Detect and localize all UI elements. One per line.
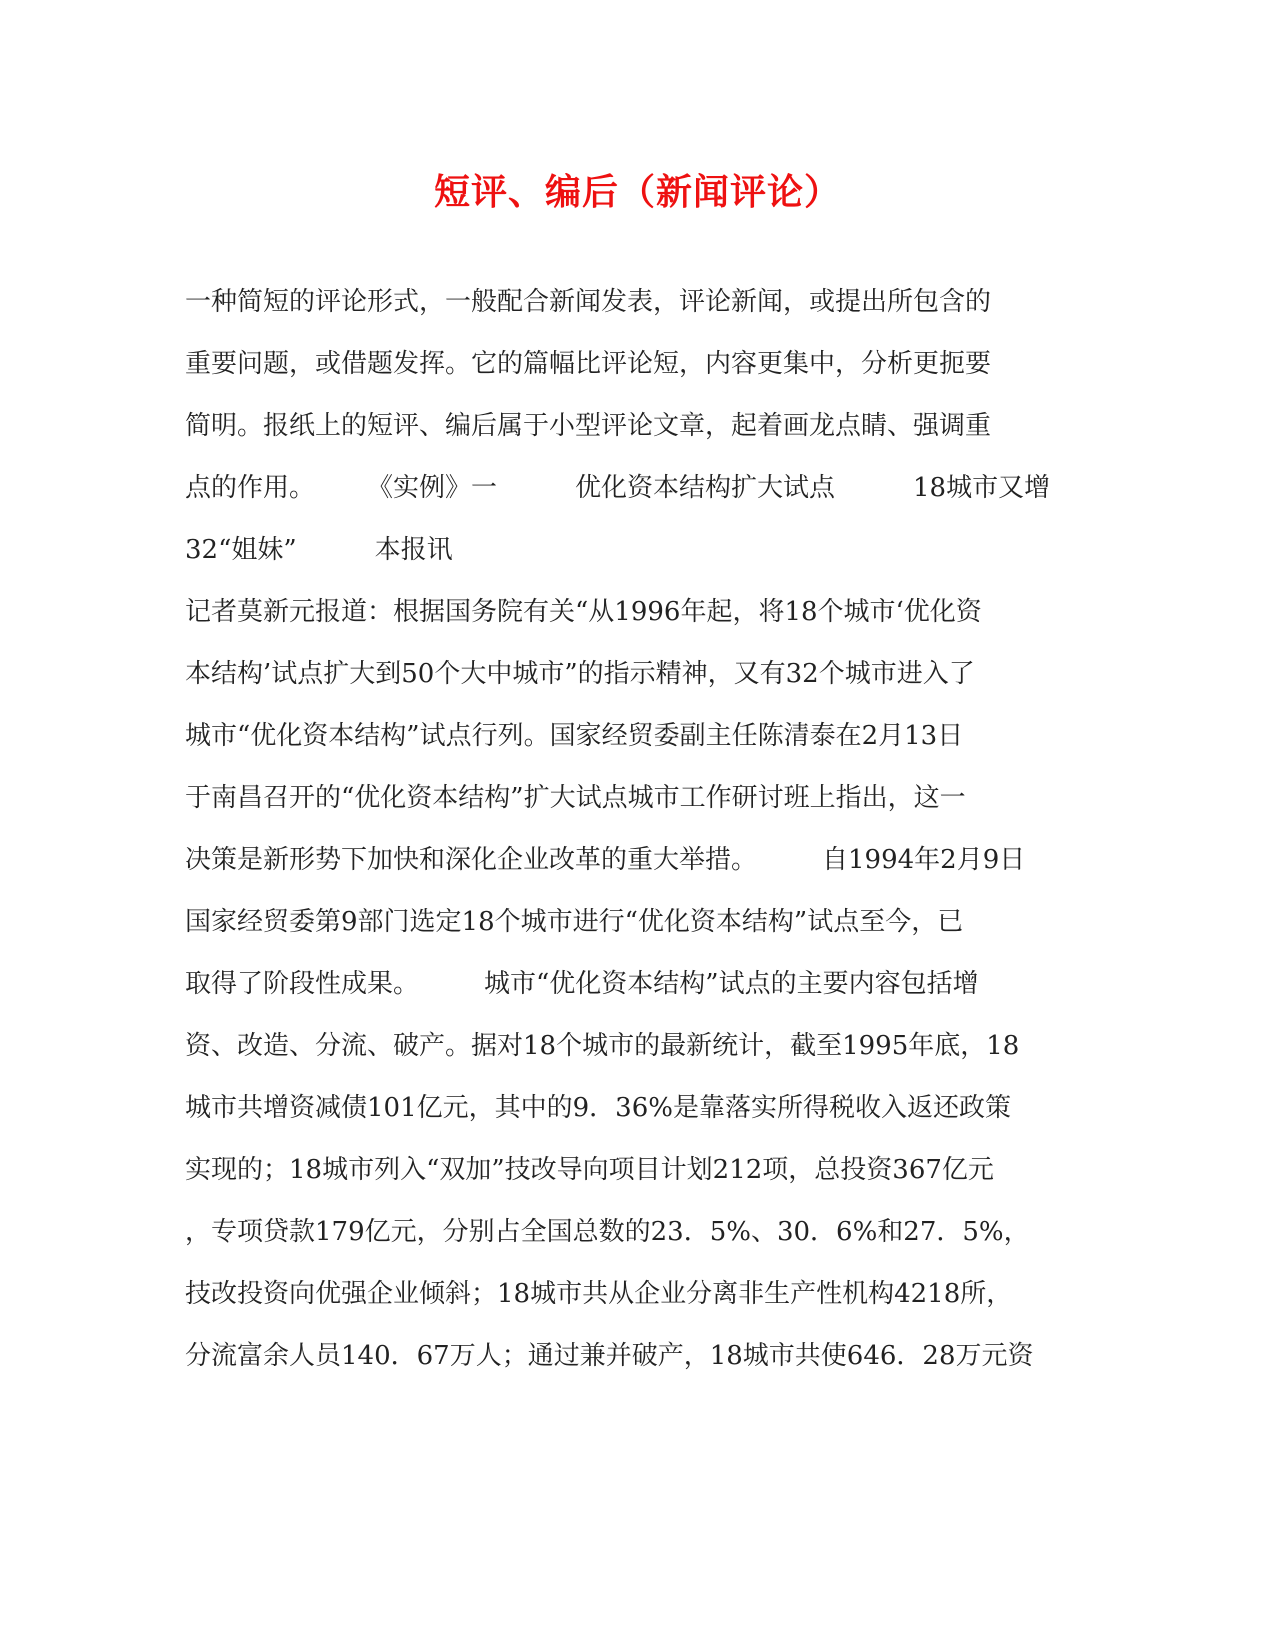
body-line: 本结构’试点扩大到50个大中城市”的指示精神，又有32个城市进入了 <box>185 659 975 689</box>
body-line: 技改投资向优强企业倾斜；18城市共从企业分离非生产性机构4218所， <box>185 1279 1013 1309</box>
body-line: 32“姐妹” 本报讯 <box>185 535 453 565</box>
body-line: 资、改造、分流、破产。据对18个城市的最新统计，截至1995年底，18 <box>185 1031 1020 1061</box>
body-line: 一种简短的评论形式，一般配合新闻发表，评论新闻，或提出所包含的 <box>185 287 992 317</box>
body-line: 国家经贸委第9部门选定18个城市进行“优化资本结构”试点至今，已 <box>185 907 964 937</box>
body-line: ，专项贷款179亿元，分别占全国总数的23．5%、30．6%和27．5%， <box>185 1217 1030 1247</box>
body-line: 取得了阶段性成果。 城市“优化资本结构”试点的主要内容包括增 <box>185 969 979 999</box>
body-line: 记者莫新元报道：根据国务院有关“从1996年起，将18个城市‘优化资 <box>185 597 982 627</box>
document-title: 短评、编后（新闻评论） <box>433 171 841 213</box>
body-line: 于南昌召开的“优化资本结构”扩大试点城市工作研讨班上指出，这一 <box>185 783 966 813</box>
body-line: 城市共增资减债101亿元，其中的9．36%是靠落实所得税收入返还政策 <box>185 1093 1011 1123</box>
body-line: 城市“优化资本结构”试点行列。国家经贸委副主任陈清泰在2月13日 <box>185 721 964 751</box>
body-line: 重要问题，或借题发挥。它的篇幅比评论短，内容更集中，分析更扼要 <box>185 349 992 379</box>
body-line: 分流富余人员140．67万人；通过兼并破产，18城市共使646．28万元资 <box>185 1341 1034 1371</box>
body-line: 决策是新形势下加快和深化企业改革的重大举措。 自1994年2月9日 <box>185 845 1026 875</box>
body-line: 简明。报纸上的短评、编后属于小型评论文章，起着画龙点睛、强调重 <box>185 411 992 441</box>
body-line: 点的作用。 《实例》一 优化资本结构扩大试点 18城市又增 <box>185 473 1051 503</box>
body-line: 实现的；18城市列入“双加”技改导向项目计划212项，总投资367亿元 <box>185 1155 994 1185</box>
